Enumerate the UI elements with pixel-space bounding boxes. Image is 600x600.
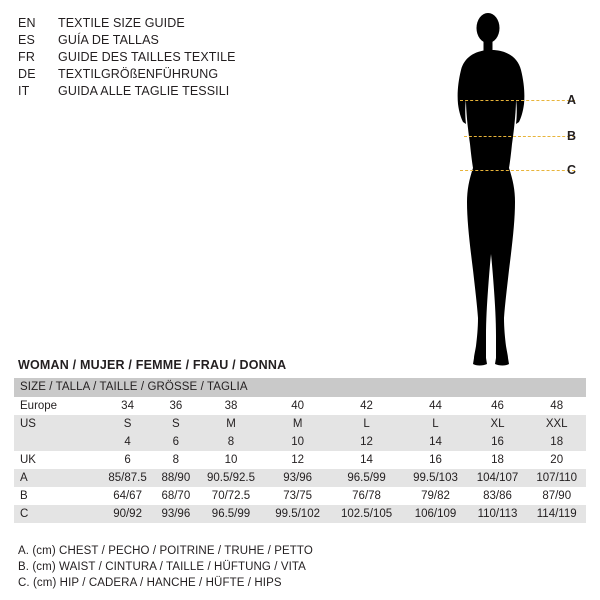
row-label: B [14,487,100,505]
cell: 88/90 [155,469,196,487]
cell: 4 [100,433,155,451]
language-code: IT [18,84,30,98]
language-code: DE [18,67,36,81]
row-label: US [14,415,100,433]
size-table [14,378,586,523]
cell: 79/82 [403,487,467,505]
cell: 70/72.5 [197,487,266,505]
language-row [18,66,348,83]
cell: 68/70 [155,487,196,505]
cell: 14 [330,451,404,469]
cell: 48 [527,397,586,415]
cell: 10 [265,433,329,451]
cell: 16 [468,433,528,451]
cell: 12 [330,433,404,451]
cell: 104/107 [468,469,528,487]
language-row [18,49,348,66]
measure-label-a: A [567,93,577,107]
cell: 83/86 [468,487,528,505]
cell: 76/78 [330,487,404,505]
cell: 110/113 [468,505,528,523]
cell: 6 [100,451,155,469]
measure-line-a [460,100,575,101]
table-row [14,433,586,451]
cell: XL [468,415,528,433]
section-heading: WOMAN / MUJER / FEMME / FRAU / DONNA [18,358,287,372]
measure-label-b: B [567,129,577,143]
cell: 40 [265,397,329,415]
table-row [14,487,586,505]
cell: 34 [100,397,155,415]
cell: 99.5/102 [265,505,329,523]
table-header-row [14,378,586,397]
body-silhouette-icon [420,8,592,368]
cell: S [100,415,155,433]
language-row [18,83,348,100]
cell: 6 [155,433,196,451]
cell: L [330,415,404,433]
cell: 8 [197,433,266,451]
cell: 102.5/105 [330,505,404,523]
measure-label-c: C [567,163,577,177]
table-row [14,505,586,523]
cell: 64/67 [100,487,155,505]
cell: M [265,415,329,433]
measurement-legend [18,543,578,591]
cell: 20 [527,451,586,469]
cell: 18 [527,433,586,451]
language-title-block [18,15,348,100]
language-code: FR [18,50,36,64]
table-row [14,451,586,469]
cell: 12 [265,451,329,469]
language-row [18,32,348,49]
row-label: A [14,469,100,487]
cell: 38 [197,397,266,415]
row-label: C [14,505,100,523]
cell: 107/110 [527,469,586,487]
table-row [14,397,586,415]
language-title: TEXTILGRÖßENFÜHRUNG [58,67,219,81]
size-table-container [14,378,586,523]
language-title: TEXTILE SIZE GUIDE [58,16,185,30]
cell: 93/96 [265,469,329,487]
cell: 96.5/99 [330,469,404,487]
table-row [14,415,586,433]
cell: 10 [197,451,266,469]
cell: 96.5/99 [197,505,266,523]
language-row [18,15,348,32]
cell: 99.5/103 [403,469,467,487]
cell: 44 [403,397,467,415]
cell: 90.5/92.5 [197,469,266,487]
cell: 93/96 [155,505,196,523]
legend-row-c: C. (cm) HIP / CADERA / HANCHE / HÜFTE / HIPS [18,577,282,589]
language-title: GUIDA ALLE TAGLIE TESSILI [58,84,230,98]
row-label: UK [14,451,100,469]
cell: 85/87.5 [100,469,155,487]
language-code: EN [18,16,36,30]
female-body-figure [420,8,592,368]
cell: 87/90 [527,487,586,505]
cell: M [197,415,266,433]
measure-line-b [464,136,575,137]
cell: 36 [155,397,196,415]
cell: 14 [403,433,467,451]
language-code: ES [18,33,36,47]
cell: XXL [527,415,586,433]
legend-row-a: A. (cm) CHEST / PECHO / POITRINE / TRUHE / PETTO [18,545,313,557]
cell: 106/109 [403,505,467,523]
legend-row-b: B. (cm) WAIST / CINTURA / TAILLE / HÜFTUNG / VITA [18,561,306,573]
table-header-label: SIZE / TALLA / TAILLE / GRÖSSE / TAGLIA [14,378,586,397]
measure-line-c [460,170,575,171]
cell: 42 [330,397,404,415]
cell: 8 [155,451,196,469]
cell: 90/92 [100,505,155,523]
cell: 46 [468,397,528,415]
cell: 114/119 [527,505,586,523]
row-label [14,433,100,451]
cell: 16 [403,451,467,469]
table-row [14,469,586,487]
cell: S [155,415,196,433]
language-title: GUÍA DE TALLAS [58,33,159,47]
cell: 18 [468,451,528,469]
language-title: GUIDE DES TAILLES TEXTILE [58,50,236,64]
cell: 73/75 [265,487,329,505]
cell: L [403,415,467,433]
row-label: Europe [14,397,100,415]
